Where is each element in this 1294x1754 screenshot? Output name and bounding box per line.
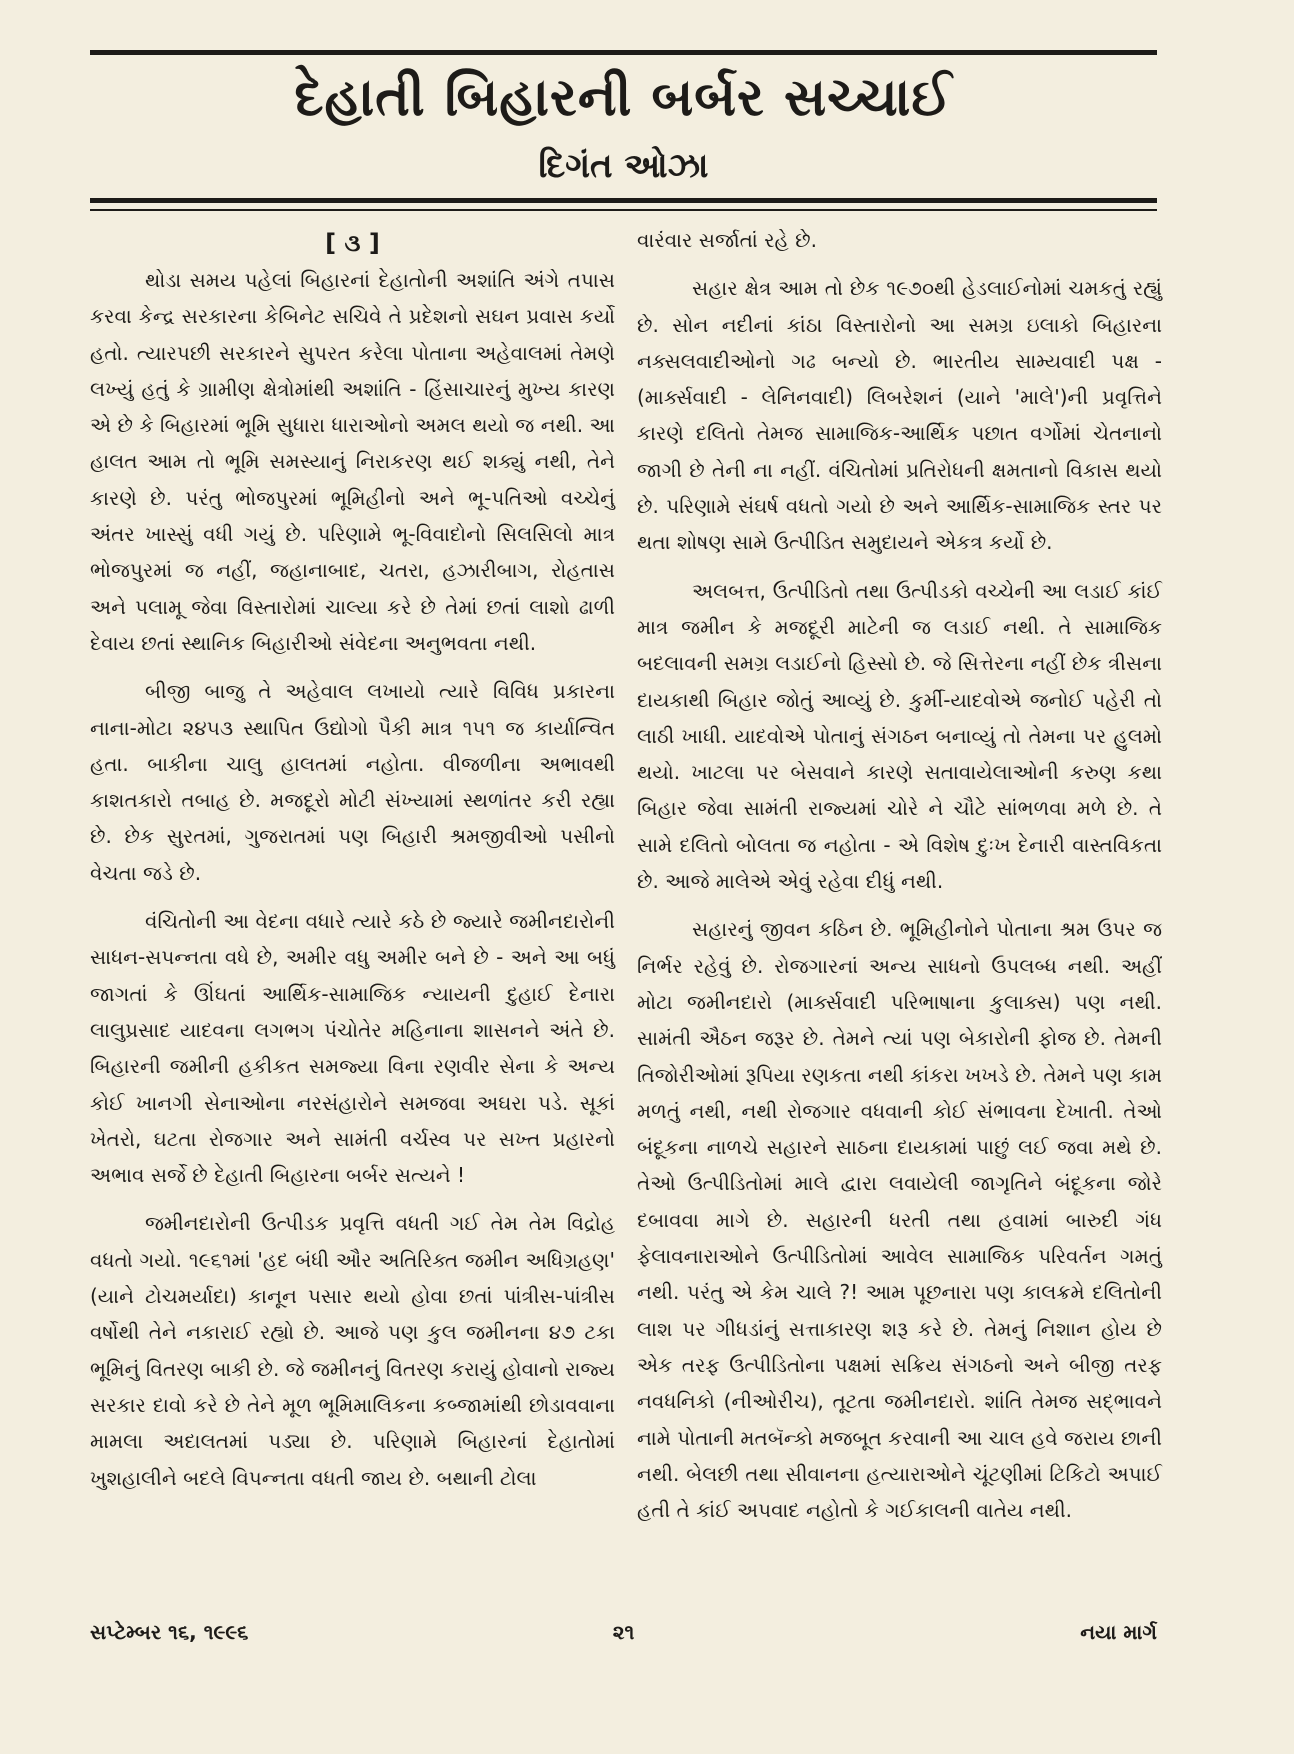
paragraph-continuation: વારંવાર સર્જાતાં રહે છે. xyxy=(637,228,817,252)
paragraph: સહાર ક્ષેત્ર આમ તો છેક ૧૯૭૦થી હેડલાઈનોમાં ચમકતું રહ્યું છે. સોન નદીનાં કાંઠા વિસ્તારોનો આ સમગ્ર ઇલાકો બિહારના નક્સલવાદીઓનો ગઢ બન્યો છે. ભારતીય સામ્યવાદી પક્ષ - (માર્ક્સવાદી - લેનિનવાદી) લિબરેશનં (યાને 'માલે')ની પ્રવૃત્તિને કારણે દલિતો તેમજ સામાજિક-આર્થિક પછાત વર્ગોમાં ચેતનાનો જાગી છે તેની ના નહીં. વંચિતોમાં પ્રતિરોધની ક્ષમતાનો વિકાસ થયો છે. પરિણામે સંઘર્ષ વધતો ગયો છે અને આર્થિક-સામાજિક સ્તર પર થતા શોષણ સામે ઉત્પીડિત સમુદાયને એકત્ર કર્યો છે. xyxy=(637,276,1162,555)
page-number: ૨૧ xyxy=(612,1620,635,1644)
header-rule-thin xyxy=(90,209,1157,211)
part-number: [ ૩ ] xyxy=(325,229,380,257)
paragraph: અલબત્ત, ઉત્પીડિતો તથા ઉત્પીડકો વચ્ચેની આ લડાઈ કાંઈ માત્ર જમીન કે મજદૂરી માટેની જ લડાઈ નથી. તે સામાજિક બદલાવની સમગ્ર લડાઈનો હિસ્સો છે. જે સિત્તેરના નહીં છેક ત્રીસના દાયકાથી બિહાર જોતું આવ્યું છે. કુર્મી-યાદવોએ જનોઈ પહેરી તો લાઠી ખાધી. યાદવોએ પોતાનું સંગઠન બનાવ્યું તો તેમના પર હુલમો થયો. ખાટલા પર બેસવાને કારણે સતાવાયેલાઓની કરુણ કથા બિહાર જેવા સામંતી રાજ્યમાં ચોરે ને ચૌટે સાંભળવા મળે છે. તે સામે દલિતો બોલતા જ નહોતા - એ વિશેષ દુઃખ દેનારી વાસ્તવિકતા છે. આજે માલેએ એવું રહેવા દીધું નથી. xyxy=(637,578,1162,894)
paragraph: વંચિતોની આ વેદના વધારે ત્યારે કઠે છે જ્યારે જમીનદારોની સાધન-સપન્નતા વધે છે, અમીર વધુ અમીર બને છે - અને આ બધું જાગતાં કે ઊંઘતાં આર્થિક-સામાજિક ન્યાયની દુહાઈ દેનારા લાલુપ્રસાદ યાદવના લગભગ પંચોતેર મહિનાના શાસનને અંતે છે. બિહારની જમીની હકીકત સમજ્યા વિના રણવીર સેના કે અન્ય કોઈ ખાનગી સેનાઓના નરસંહારોને સમજવા અઘરા પડે. સૂકાં ખેતરો, ઘટતા રોજગાર અને સામંતી વર્ચસ્વ પર સખ્ત પ્રહારનો અભાવ સર્જે છે દેહાતી બિહારના બર્બર સત્યને ! xyxy=(90,909,615,1188)
right-column xyxy=(637,222,1162,1540)
paragraph: જમીનદારોની ઉત્પીડક પ્રવૃત્તિ વધતી ગઈ તેમ તેમ વિદ્રોહ વધતો ગયો. ૧૯૬૧માં 'હદ બંધી ઔર અતિરિક્ત જમીન અધિગ્રહણ' (યાને ટોચમર્યાદા) કાનૂન પસાર થયો હોવા છતાં પાંત્રીસ-પાંત્રીસ વર્ષોથી તેને નકારાઈ રહ્યો છે. આજે પણ કુલ જમીનના ૪૭ ટકા ભૂમિનું વિતરણ બાકી છે. જે જમીનનું વિતરણ કરાયું હોવાનો રાજ્ય સરકાર દાવો કરે છે તેને મૂળ ભૂમિમાલિકના કબ્જામાંથી છોડાવવાના મામલા અદાલતમાં પડ્યા છે. પરિણામે બિહારનાં દેહાતોમાં ખુશહાલીને બદલે વિપન્નતા વધતી જાય છે. બથાની ટોલા xyxy=(90,1211,615,1490)
page-footer xyxy=(90,1620,1157,1650)
left-column xyxy=(90,222,615,1508)
paragraph: સહારનું જીવન કઠિન છે. ભૂમિહીનોને પોતાના શ્રમ ઉપર જ નિર્ભર રહેવું છે. રોજગારનાં અન્ય સાધનો ઉપલબ્ધ નથી. અહીં મોટા જમીનદારો (માર્ક્સવાદી પરિભાષાના કુલાક્સ) પણ નથી. સામંતી ઐઠન જરૂર છે. તેમને ત્યાં પણ બેકારોની ફોજ છે. તેમની તિજોરીઓમાં રૂપિયા રણકતા નથી કાંકરા ખખડે છે. તેમને પણ કામ મળતું નથી, નથી રોજગાર વધવાની કોઈ સંભાવના દેખાતી. તેઓ બંદૂકના નાળચે સહારને સાઠના દાયકામાં પાછું લઈ જવા મથે છે. તેઓ ઉત્પીડિતોમાં માલે દ્વારા લવાયેલી જાગૃતિને બંદૂકના જોરે દબાવવા માગે છે. સહારની ધરતી તથા હવામાં બારુદી ગંધ ફેલાવનારાઓને ઉત્પીડિતોમાં આવેલ સામાજિક પરિવર્તન ગમતું નથી. પરંતુ એ કેમ ચાલે ?! આમ પૂછનારા પણ કાલક્રમે દલિતોની લાશ પર ગીધડાંનું સત્તાકારણ શરૂ કરે છે. તેમનું નિશાન હોય છે એક તરફ ઉત્પીડિતોના પક્ષમાં સક્રિય સંગઠનો અને બીજી તરફ નવધનિકો (નીઓરીચ), તૂટતા જમીનદારો. શાંતિ તેમજ સદ્ભાવને નામે પોતાની મતબૅન્કો મજબૂત કરવાની આ ચાલ હવે જરાય છાની નથી. બેલછી તથા સીવાનના હત્યારાઓને ચૂંટણીમાં ટિકિટો અપાઈ હતી તે કાંઈ અપવાદ નહોતો કે ગઈકાલની વાતેય નથી. xyxy=(637,917,1162,1523)
paragraph: થોડા સમય પહેલાં બિહારનાં દેહાતોની અશાંતિ અંગે તપાસ કરવા કેન્દ્ર સરકારના કેબિનેટ સચિવે તે પ્રદેશનો સઘન પ્રવાસ કર્યો હતો. ત્યારપછી સરકારને સુપરત કરેલા પોતાના અહેવાલમાં તેમણે લખ્યું હતું કે ગ્રામીણ ક્ષેત્રોમાંથી અશાંતિ - હિંસાચારનું મુખ્ય કારણ એ છે કે બિહારમાં ભૂમિ સુધારા ધારાઓનો અમલ થયો જ નથી. આ હાલત આમ તો ભૂમિ સમસ્યાનું નિરાકરણ થઈ શક્યું નથી, તેને કારણે છે. પરંતુ ભોજપુરમાં ભૂમિહીનો અને ભૂ-પતિઓ વચ્ચેનું અંતર ખાસ્સું વધી ગયું છે. પરિણામે ભૂ-વિવાદોનો સિલસિલો માત્ર ભોજપુરમાં જ નહીં, જહાનાબાદ, ચતરા, હઝારીબાગ, રોહતાસ અને પલામૂ જેવા વિસ્તારોમાં ચાલ્યા કરે છે તેમાં છતાં લાશો ઢાળી દેવાય છતાં સ્થાનિક બિહારીઓ સંવેદના અનુભવતા નથી. xyxy=(90,268,615,655)
article-title: દેહાતી બિહારની બર્બર સચ્ચાઈ xyxy=(294,68,953,128)
article-author: દિગંત ઓઝા xyxy=(538,146,709,186)
paragraph: બીજી બાજુ તે અહેવાલ લખાયો ત્યારે વિવિધ પ્રકારના નાના-મોટા ૨૪૫૩ સ્થાપિત ઉદ્યોગો પૈકી માત્ર ૧૫૧ જ કાર્યાન્વિત હતા. બાકીના ચાલુ હાલતમાં નહોતા. વીજળીના અભાવથી કાશતકારો તબાહ છે. મજદૂરો મોટી સંખ્યામાં સ્થળાંતર કરી રહ્યા છે. છેક સુરતમાં, ગુજરાતમાં પણ બિહારી શ્રમજીવીઓ પસીનો વેચતા જડે છે. xyxy=(90,679,615,885)
header-rule-thick xyxy=(90,198,1157,203)
top-rule xyxy=(90,50,1157,55)
magazine-name: નયા માર્ગ xyxy=(1080,1620,1157,1644)
issue-date: સપ્ટેમ્બર ૧૬, ૧૯૯૬ xyxy=(90,1620,249,1644)
